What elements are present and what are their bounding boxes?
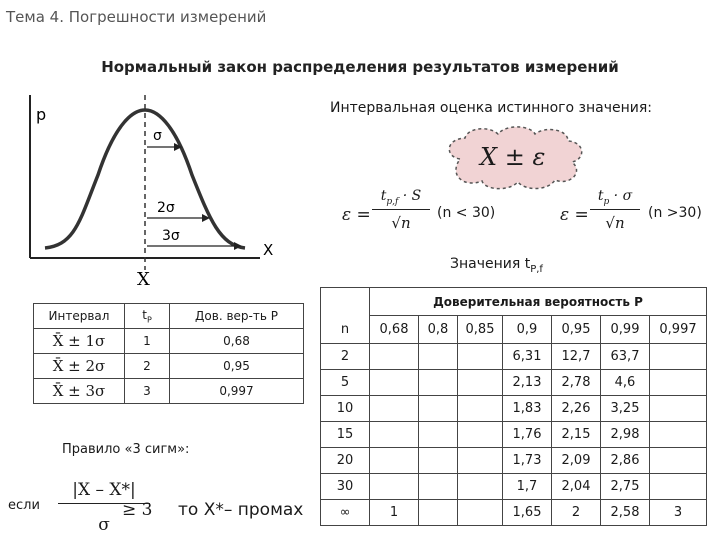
interval-cell: X̄ ± 1σ (34, 329, 125, 354)
formula2-condition: (n >30) (648, 205, 702, 221)
interval-cell: X̄ ± 2σ (34, 354, 125, 379)
value-cell (650, 396, 707, 422)
y-axis-label: p (36, 105, 47, 124)
three-sigma-rule: Правило «3 сигм»: (62, 442, 190, 457)
page-heading: Нормальный закон распределения результатов измерений (101, 58, 619, 76)
x-axis-label: X (263, 241, 274, 259)
n-label: n (321, 316, 370, 344)
n-cell: 2 (321, 344, 370, 370)
p-cell: 0,95 (170, 354, 304, 379)
value-cell (370, 422, 419, 448)
prob-cell: 0,997 (650, 316, 707, 344)
value-cell: 12,7 (552, 344, 601, 370)
value-cell: 3 (650, 500, 707, 526)
formula1-condition: (n < 30) (437, 205, 496, 221)
prob-cell: 0,68 (370, 316, 419, 344)
cloud-formula: X ± ε (480, 143, 546, 171)
value-cell (458, 474, 503, 500)
interval-table (33, 303, 304, 404)
value-cell (419, 422, 458, 448)
value-cell: 1,65 (503, 500, 552, 526)
header-interval: Интервал (34, 304, 125, 329)
n-cell: 10 (321, 396, 370, 422)
values-title: Значения $t_{P,f}$ (450, 256, 543, 275)
table-row (321, 500, 707, 526)
confidence-header: Доверительная вероятность P (370, 288, 707, 316)
value-cell: 2,15 (552, 422, 601, 448)
value-cell: 2 (552, 500, 601, 526)
student-table (320, 287, 707, 526)
value-cell (370, 474, 419, 500)
value-cell (370, 370, 419, 396)
value-cell (650, 448, 707, 474)
prob-cell: 0,99 (601, 316, 650, 344)
value-cell: 2,58 (601, 500, 650, 526)
table-row (34, 329, 304, 354)
rule-rhs: ≥ 3 (122, 500, 153, 520)
value-cell: 1,73 (503, 448, 552, 474)
formula1-lhs: ε = (342, 205, 371, 225)
n-cell: ∞ (321, 500, 370, 526)
center-x-label: X (137, 269, 150, 285)
value-cell: 2,78 (552, 370, 601, 396)
outlier-text: то X*– промах (178, 500, 304, 520)
t-cell: 2 (125, 354, 170, 379)
prob-cell: 0,85 (458, 316, 503, 344)
value-cell (458, 500, 503, 526)
value-cell (458, 422, 503, 448)
value-cell (458, 396, 503, 422)
value-cell (650, 422, 707, 448)
value-cell: 1,7 (503, 474, 552, 500)
value-cell (650, 474, 707, 500)
value-cell: 2,26 (552, 396, 601, 422)
value-cell (458, 448, 503, 474)
n-cell: 5 (321, 370, 370, 396)
value-cell: 1 (370, 500, 419, 526)
rule-denominator: σ (98, 515, 110, 535)
value-cell (650, 344, 707, 370)
value-cell: 63,7 (601, 344, 650, 370)
t-cell: 1 (125, 329, 170, 354)
topic-title: Тема 4. Погрешности измерений (6, 8, 267, 26)
table-row (321, 474, 707, 500)
p-cell: 0,68 (170, 329, 304, 354)
header-probability: Дов. вер-ть P (170, 304, 304, 329)
table-row (34, 379, 304, 404)
value-cell: 6,31 (503, 344, 552, 370)
value-cell (419, 474, 458, 500)
formula1-numerator: $t_{p,f} \cdot S$ (372, 188, 430, 210)
normal-distribution-graph (0, 85, 300, 285)
formula2-denominator: √n (605, 214, 625, 232)
table-row (321, 370, 707, 396)
table-row (321, 448, 707, 474)
value-cell (419, 344, 458, 370)
two-sigma-label: 2σ (157, 200, 175, 216)
value-cell: 2,13 (503, 370, 552, 396)
value-cell: 2,04 (552, 474, 601, 500)
value-cell (419, 448, 458, 474)
rule-numerator: |X – X*| (58, 480, 150, 504)
table-row (321, 396, 707, 422)
value-cell (458, 344, 503, 370)
value-cell (370, 396, 419, 422)
value-cell: 3,25 (601, 396, 650, 422)
value-cell (650, 370, 707, 396)
value-cell: 2,98 (601, 422, 650, 448)
value-cell: 4,6 (601, 370, 650, 396)
n-cell: 20 (321, 448, 370, 474)
n-cell: 30 (321, 474, 370, 500)
student-table-top-header (321, 288, 707, 316)
interval-title: Интервальная оценка истинного значения: (330, 100, 653, 116)
value-cell: 1,83 (503, 396, 552, 422)
student-table-prob-row (321, 316, 707, 344)
condition-if: если (8, 498, 40, 513)
n-cell: 15 (321, 422, 370, 448)
value-cell: 1,76 (503, 422, 552, 448)
interval-table-header (34, 304, 304, 329)
value-cell (419, 500, 458, 526)
value-cell (370, 344, 419, 370)
formula2-numerator: $t_p \cdot \sigma$ (590, 188, 640, 210)
three-sigma-label: 3σ (162, 228, 180, 244)
interval-cell: X̄ ± 3σ (34, 379, 125, 404)
value-cell (419, 396, 458, 422)
table-row (34, 354, 304, 379)
value-cell: 2,86 (601, 448, 650, 474)
sigma-label: σ (153, 128, 162, 144)
value-cell: 2,09 (552, 448, 601, 474)
table-row (321, 344, 707, 370)
value-cell (458, 370, 503, 396)
value-cell: 2,75 (601, 474, 650, 500)
prob-cell: 0,95 (552, 316, 601, 344)
value-cell (370, 448, 419, 474)
header-tp: $t_P$ (125, 304, 170, 329)
p-cell: 0,997 (170, 379, 304, 404)
t-cell: 3 (125, 379, 170, 404)
prob-cell: 0,9 (503, 316, 552, 344)
formula1-denominator: √n (391, 214, 411, 232)
prob-cell: 0,8 (419, 316, 458, 344)
formula2-lhs: ε = (560, 205, 589, 225)
table-row (321, 422, 707, 448)
value-cell (419, 370, 458, 396)
